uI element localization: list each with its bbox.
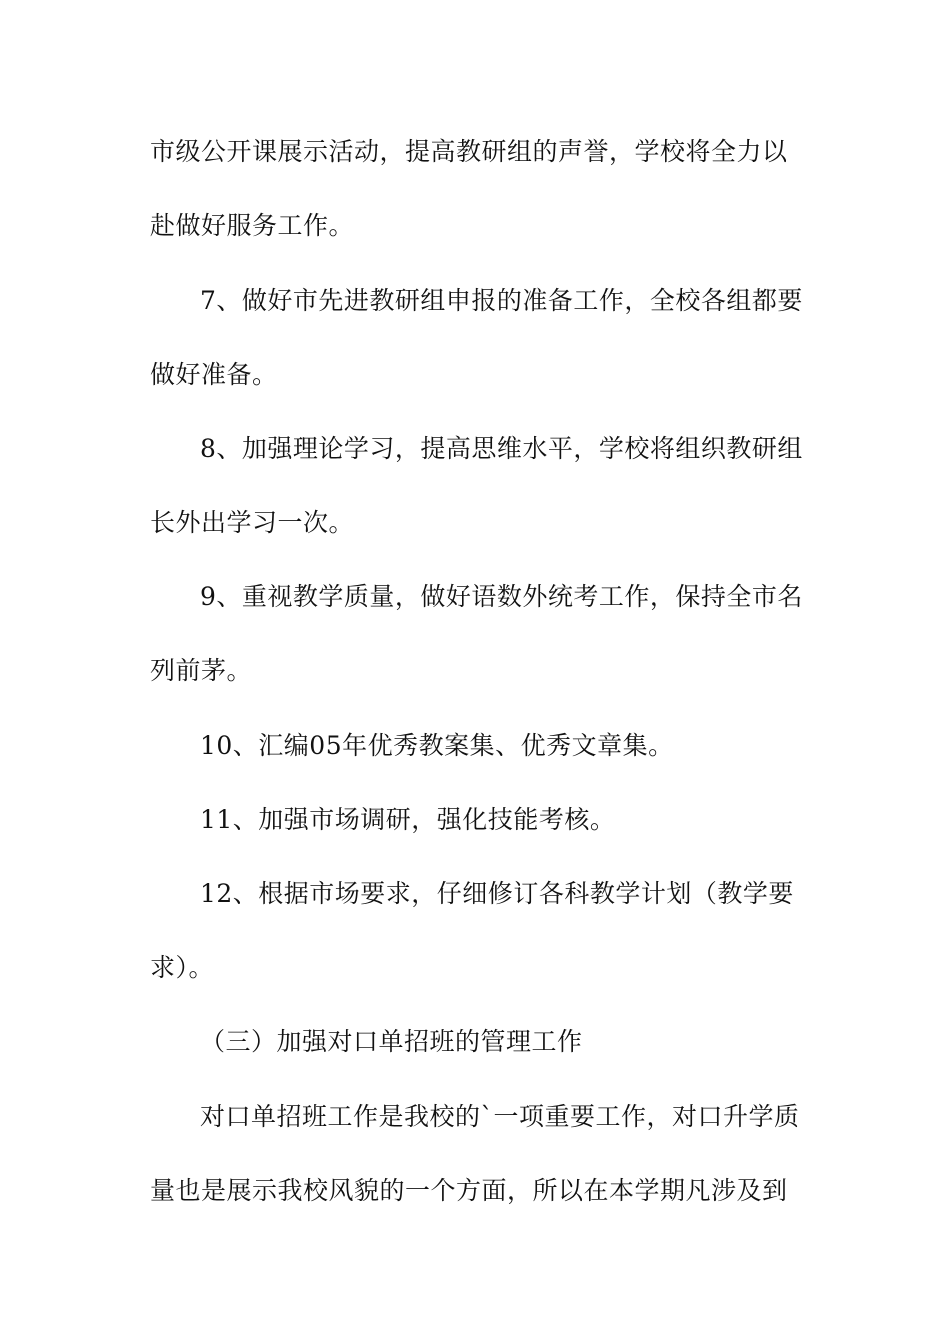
paragraph-line: 对口单招班工作是我校的`一项重要工作，对口升学质 <box>200 1102 800 1131</box>
paragraph-line: 做好准备。 <box>150 360 278 389</box>
list-item-9: 9、重视教学质量，做好语数外统考工作，保持全市名 <box>200 582 803 611</box>
list-item-7: 7、做好市先进教研组申报的准备工作，全校各组都要 <box>200 286 803 315</box>
list-item-10: 10、汇编05年优秀教案集、优秀文章集。 <box>200 731 674 760</box>
list-item-11: 11、加强市场调研，强化技能考核。 <box>200 805 616 834</box>
paragraph-line: 量也是展示我校风貌的一个方面，所以在本学期凡涉及到 <box>150 1176 788 1205</box>
paragraph-line: 求）。 <box>150 953 215 982</box>
paragraph-line: 赴做好服务工作。 <box>150 211 355 240</box>
paragraph-line: 列前茅。 <box>150 656 253 685</box>
list-item-12: 12、根据市场要求，仔细修订各科教学计划（教学要 <box>200 879 794 908</box>
paragraph-line: 市级公开课展示活动，提高教研组的声誉，学校将全力以 <box>150 137 788 166</box>
paragraph-line: 长外出学习一次。 <box>150 508 355 537</box>
list-item-8: 8、加强理论学习，提高思维水平，学校将组织教研组 <box>200 434 803 463</box>
section-heading: （三）加强对口单招班的管理工作 <box>200 1027 583 1056</box>
